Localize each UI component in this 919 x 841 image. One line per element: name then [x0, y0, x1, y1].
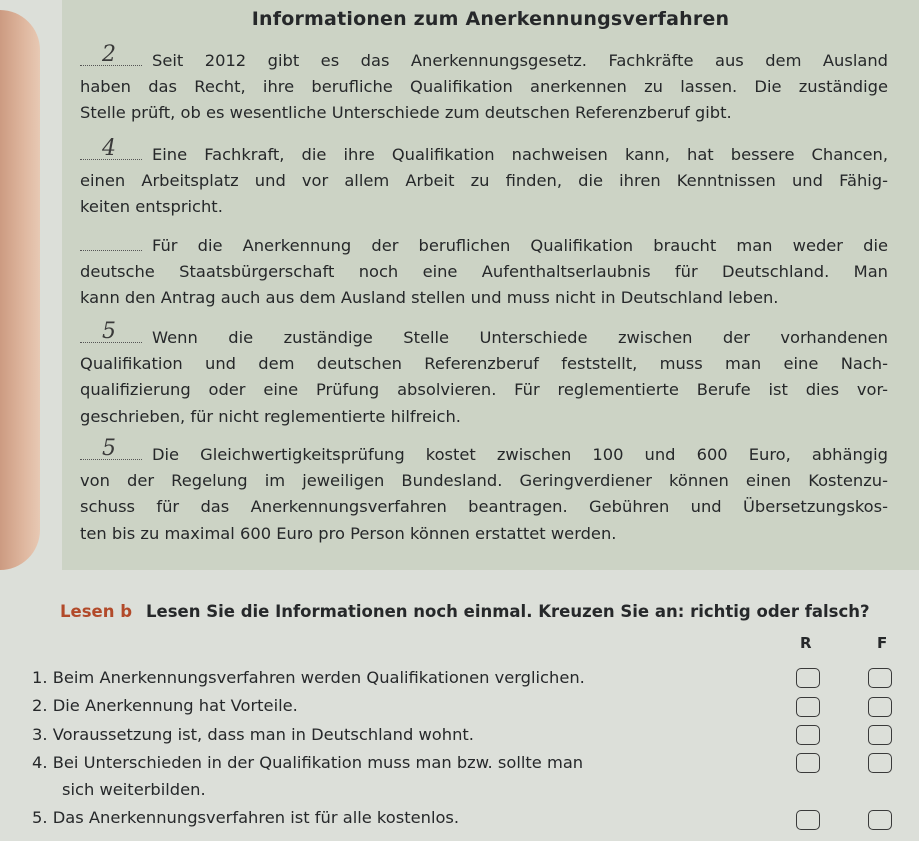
paragraph-line: qualifizierung oder eine Prüfung absolvieren. Für reglementierte Berufe ist dies vor-	[80, 380, 888, 400]
paragraph-line: von der Regelung im jeweiligen Bundesland. Geringverdiener können einen Kostenzu-	[80, 471, 888, 491]
paragraph-text: Für die Anerkennung der beruflichen Qualifikation braucht man weder die	[152, 236, 888, 255]
paragraph-line: geschrieben, für nicht reglementierte hilfreich.	[80, 406, 461, 426]
checkbox-4-richtig[interactable]	[796, 753, 820, 773]
checkbox-2-falsch[interactable]	[868, 697, 892, 717]
paragraph-text: Eine Fachkraft, die ihre Qualifikation nachweisen kann, hat bessere Chancen,	[152, 145, 888, 164]
handwritten-answer: 5	[102, 436, 116, 461]
paragraph-5	[80, 436, 888, 547]
handwritten-answer: 2	[102, 42, 116, 67]
statement-4-continuation: sich weiterbilden.	[62, 780, 206, 799]
checkbox-5-falsch[interactable]	[868, 810, 892, 830]
paragraph-line	[80, 42, 888, 74]
paragraph-2	[80, 136, 888, 221]
paragraph-line	[80, 319, 888, 351]
checkbox-4-falsch[interactable]	[868, 753, 892, 773]
exercise-label: Lesen b	[60, 602, 133, 621]
checkbox-3-richtig[interactable]	[796, 725, 820, 745]
paragraph-line	[80, 233, 888, 259]
answer-blank[interactable]	[80, 42, 142, 67]
checkbox-2-richtig[interactable]	[796, 697, 820, 717]
answer-blank[interactable]	[80, 234, 142, 251]
checkbox-1-falsch[interactable]	[868, 668, 892, 688]
checkbox-5-richtig[interactable]	[796, 810, 820, 830]
paragraph-line: keiten entspricht.	[80, 197, 223, 217]
paragraph-text: Wenn die zuständige Stelle Unterschiede zwischen der vorhandenen	[152, 328, 888, 347]
paragraph-line: Stelle prüft, ob es wesentliche Unterschiede zum deutschen Referenzberuf gibt.	[80, 103, 732, 123]
handwritten-answer: 5	[102, 319, 116, 344]
paragraph-1	[80, 42, 888, 127]
paragraph-4	[80, 319, 888, 430]
statement-4: 4. Bei Unterschieden in der Qualifikation muss man bzw. sollte man	[32, 753, 584, 772]
paragraph-line	[80, 436, 888, 468]
statement-2: 2. Die Anerkennung hat Vorteile.	[32, 696, 298, 715]
statement-5: 5. Das Anerkennungsverfahren ist für alle kostenlos.	[32, 808, 460, 827]
paragraph-line: schuss für das Anerkennungsverfahren beantragen. Gebühren und Übersetzungskos-	[80, 497, 888, 517]
checkbox-1-richtig[interactable]	[796, 668, 820, 688]
info-box-title: Informationen zum Anerkennungsverfahren	[251, 8, 730, 30]
answer-blank[interactable]	[80, 436, 142, 461]
exercise-instruction	[60, 602, 870, 621]
column-header-falsch: F	[877, 634, 888, 652]
paragraph-text: Die Gleichwertigkeitsprüfung kostet zwischen 100 und 600 Euro, abhängig	[152, 445, 888, 464]
info-box	[62, 0, 919, 570]
paragraph-line: haben das Recht, ihre berufliche Qualifikation anerkennen zu lassen. Die zuständige	[80, 77, 888, 97]
paragraph-line: Qualifikation und dem deutschen Referenzberuf feststellt, muss man eine Nach-	[80, 354, 888, 374]
handwritten-answer: 4	[102, 136, 116, 161]
answer-blank[interactable]	[80, 136, 142, 161]
paragraph-line: deutsche Staatsbürgerschaft noch eine Aufenthaltserlaubnis für Deutschland. Man	[80, 262, 888, 282]
paragraph-line: einen Arbeitsplatz und vor allem Arbeit zu finden, die ihren Kenntnissen und Fähig-	[80, 171, 888, 191]
column-header-richtig: R	[800, 634, 812, 652]
finger-overlay	[0, 10, 40, 570]
answer-blank[interactable]	[80, 319, 142, 344]
paragraph-text: Seit 2012 gibt es das Anerkennungsgesetz. Fachkräfte aus dem Ausland	[152, 51, 888, 70]
paragraph-line: kann den Antrag auch aus dem Ausland stellen und muss nicht in Deutschland leben.	[80, 288, 779, 308]
paragraph-3	[80, 233, 888, 312]
paragraph-line	[80, 136, 888, 168]
statement-1: 1. Beim Anerkennungsverfahren werden Qualifikationen verglichen.	[32, 668, 585, 687]
checkbox-3-falsch[interactable]	[868, 725, 892, 745]
paragraph-line: ten bis zu maximal 600 Euro pro Person können erstattet werden.	[80, 523, 617, 543]
instruction-text: Lesen Sie die Informationen noch einmal. Kreuzen Sie an: richtig oder falsch?	[146, 602, 870, 621]
statement-3: 3. Voraussetzung ist, dass man in Deutschland wohnt.	[32, 725, 474, 744]
